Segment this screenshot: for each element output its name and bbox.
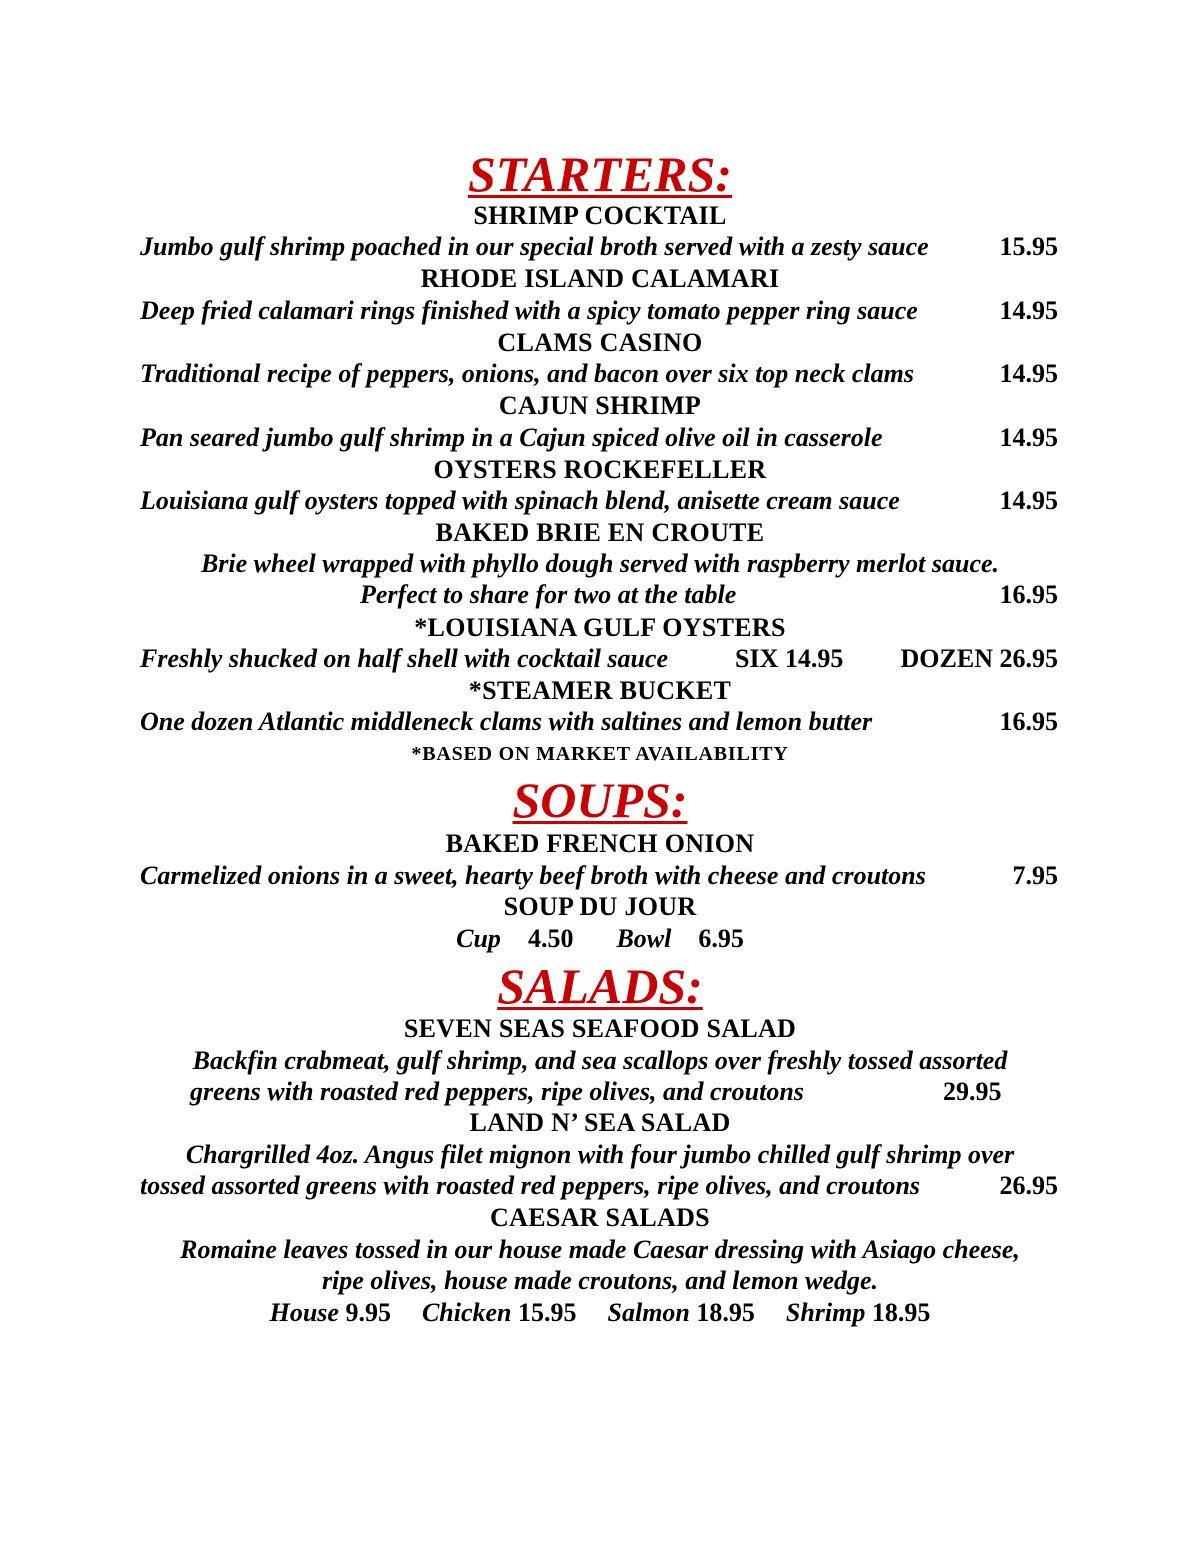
item-description: Romaine leaves tossed in our house made Caesar dressing with Asiago cheese, (180, 1235, 1020, 1264)
starters-heading: STARTERS: (468, 146, 732, 202)
caesar-options (0, 1298, 1200, 1328)
item-description: Traditional recipe of peppers, onions, and bacon over six top neck clams (140, 359, 914, 388)
item-price: 29.95 (943, 1077, 1002, 1106)
item-name: CAESAR SALADS (490, 1203, 710, 1232)
item-description: Jumbo gulf shrimp poached in our special broth served with a zesty sauce (140, 232, 929, 261)
option-label: Shrimp (785, 1298, 866, 1327)
item-name: BAKED BRIE EN CROUTE (435, 518, 765, 547)
item-description: greens with roasted red peppers, ripe olives, and croutons (190, 1077, 804, 1106)
option-label: Salmon (607, 1298, 690, 1327)
option-price: 15.95 (518, 1298, 577, 1327)
item-price: 14.95 (999, 296, 1058, 325)
item-description: Deep fried calamari rings finished with a spicy tomato pepper ring sauce (140, 296, 918, 325)
item-name: *STEAMER BUCKET (468, 676, 732, 705)
soup-du-jour-prices (0, 924, 1200, 954)
cup-price: 4.50 (527, 924, 574, 953)
item-description: Louisiana gulf oysters topped with spinach blend, anisette cream sauce (140, 486, 900, 515)
item-price-dozen: DOZEN 26.95 (900, 644, 1058, 673)
item-description: Freshly shucked on half shell with cocktail sauce (140, 644, 668, 673)
soups-heading: SOUPS: (512, 772, 688, 828)
market-availability-note: *BASED ON MARKET AVAILABILITY (411, 743, 789, 765)
item-price: 26.95 (999, 1171, 1058, 1200)
item-name: CLAMS CASINO (497, 328, 703, 357)
item-description: tossed assorted greens with roasted red peppers, ripe olives, and croutons (140, 1171, 921, 1200)
item-price: 14.95 (999, 486, 1058, 515)
item-name: CAJUN SHRIMP (498, 391, 702, 420)
item-name: BAKED FRENCH ONION (445, 829, 755, 858)
item-description: Chargrilled 4oz. Angus filet mignon with four jumbo chilled gulf shrimp over (185, 1140, 1015, 1169)
item-price-six: SIX 14.95 (735, 644, 844, 673)
item-price: 16.95 (999, 580, 1058, 609)
cup-label: Cup (456, 924, 501, 953)
option-price: 18.95 (871, 1298, 931, 1327)
item-description: Backfin crabmeat, gulf shrimp, and sea scallops over freshly tossed assorted (192, 1046, 1008, 1075)
item-price: 15.95 (999, 232, 1058, 261)
item-name: SHRIMP COCKTAIL (473, 201, 727, 230)
item-description: Carmelized onions in a sweet, hearty beef broth with cheese and croutons (140, 861, 926, 890)
item-name: OYSTERS ROCKEFELLER (433, 455, 767, 484)
item-description: One dozen Atlantic middleneck clams with saltines and lemon butter (140, 707, 873, 736)
item-price: 14.95 (999, 423, 1058, 452)
item-price: 16.95 (999, 707, 1058, 736)
item-name: RHODE ISLAND CALAMARI (420, 264, 780, 293)
salads-heading: SALADS: (497, 958, 703, 1014)
item-price: 14.95 (999, 359, 1058, 388)
option-price: 9.95 (345, 1298, 391, 1327)
item-name: SEVEN SEAS SEAFOOD SALAD (403, 1014, 797, 1043)
option-label: Chicken (421, 1298, 512, 1327)
item-name: *LOUISIANA GULF OYSTERS (414, 613, 786, 642)
item-description: Pan seared jumbo gulf shrimp in a Cajun spiced olive oil in casserole (140, 423, 883, 452)
item-description: Perfect to share for two at the table (360, 580, 737, 609)
item-price: 7.95 (1012, 861, 1058, 890)
item-name: LAND N’ SEA SALAD (469, 1108, 731, 1137)
item-description: Brie wheel wrapped with phyllo dough served with raspberry merlot sauce. (200, 549, 1000, 578)
option-price: 18.95 (696, 1298, 755, 1327)
bowl-price: 6.95 (698, 924, 744, 953)
bowl-label: Bowl (616, 924, 672, 953)
item-description: ripe olives, house made croutons, and lemon wedge. (321, 1266, 879, 1295)
item-name: SOUP DU JOUR (503, 892, 697, 921)
option-label: House (269, 1298, 339, 1327)
